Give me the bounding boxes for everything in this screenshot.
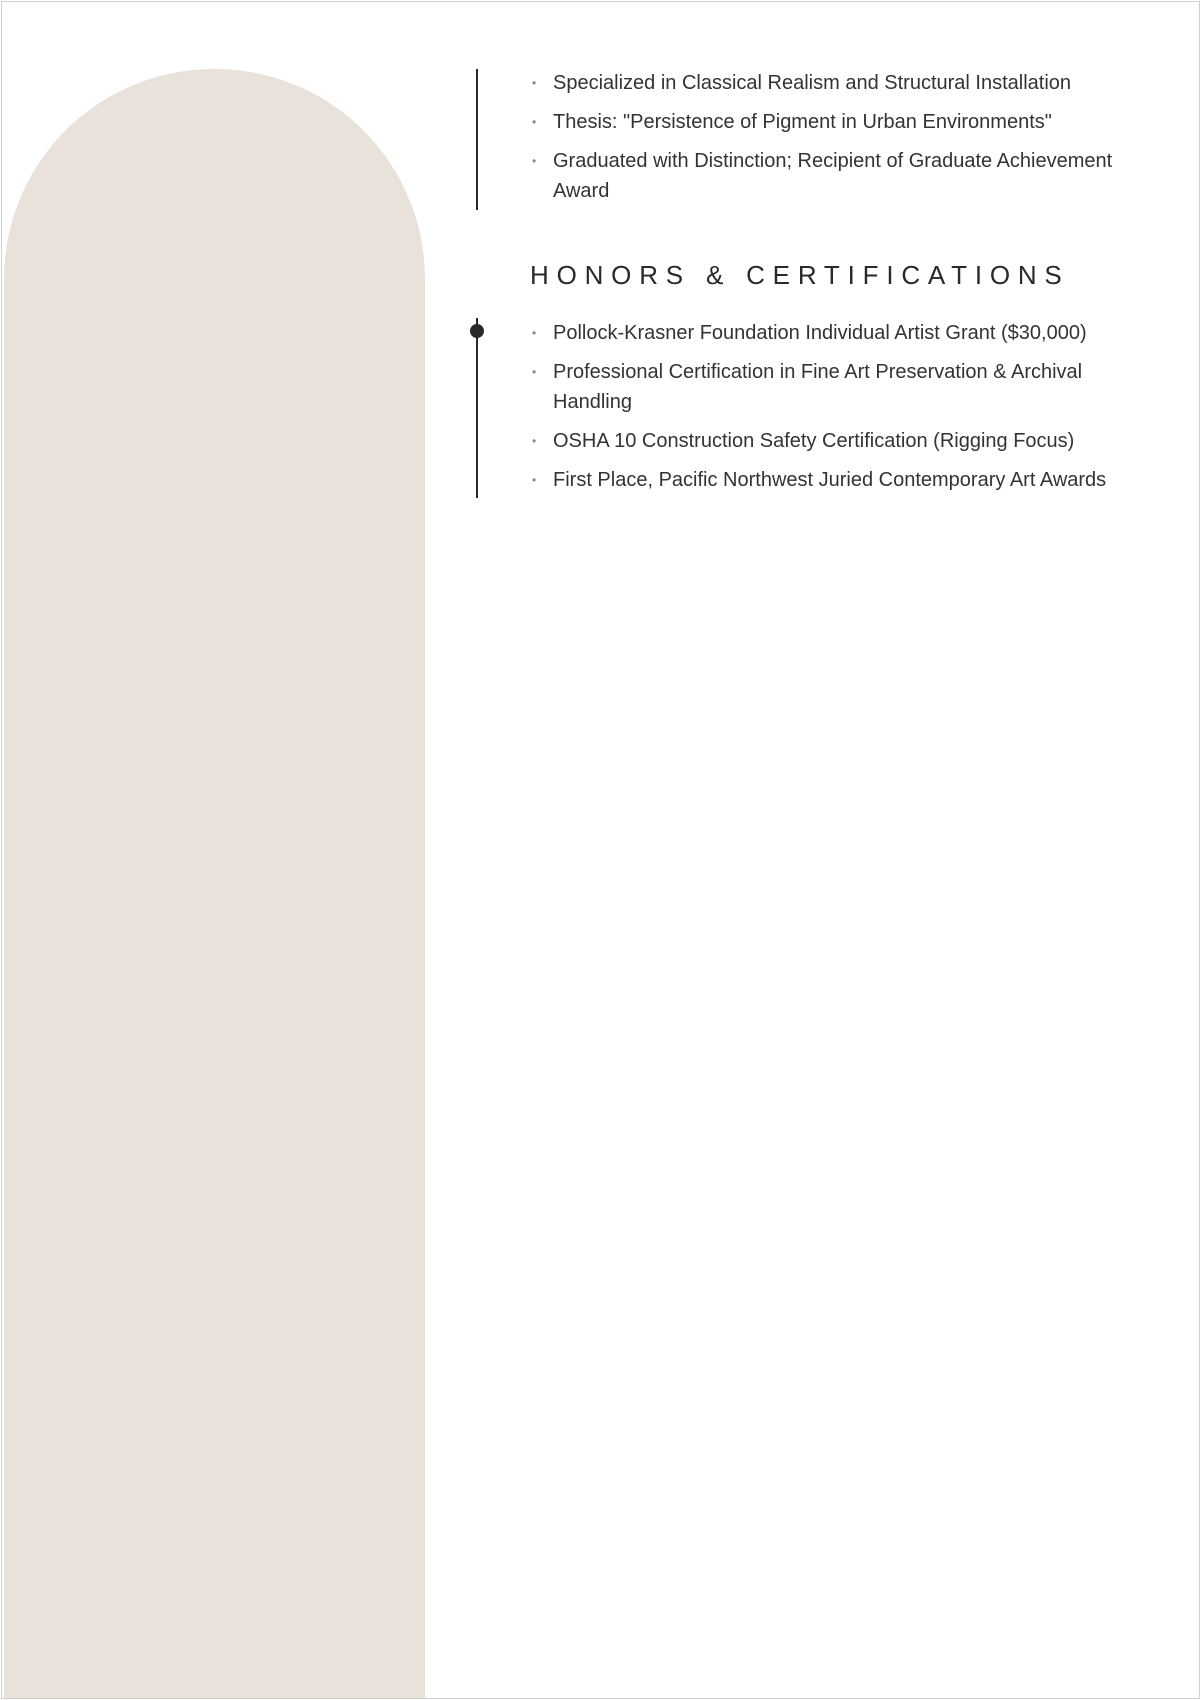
education-timeline-line	[476, 69, 478, 210]
bullet-dot-icon: •	[532, 76, 537, 90]
education-bullet	[530, 107, 1130, 137]
education-bullet-list	[530, 68, 1130, 215]
education-bullet	[530, 68, 1130, 98]
decorative-arch	[4, 69, 425, 1699]
honors-bullet-text: Professional Certification in Fine Art Preservation & Archival Handling	[553, 361, 1083, 413]
bullet-dot-icon: •	[532, 326, 537, 340]
bullet-dot-icon: •	[532, 434, 537, 448]
honors-bullet	[530, 426, 1130, 456]
timeline-dot-icon	[470, 324, 484, 338]
education-bullet-text: Thesis: "Persistence of Pigment in Urban Environments"	[553, 111, 1052, 133]
honors-timeline-line	[476, 318, 478, 498]
resume-page	[1, 1, 1200, 1699]
honors-bullet-text: First Place, Pacific Northwest Juried Contemporary Art Awards	[553, 469, 1107, 491]
honors-section-title: HONORS & CERTIFICATIONS	[530, 260, 1070, 290]
bullet-dot-icon: •	[532, 154, 537, 168]
bullet-dot-icon: •	[532, 365, 537, 379]
bullet-dot-icon: •	[532, 473, 537, 487]
honors-bullet-list	[530, 318, 1130, 504]
education-bullet-text: Specialized in Classical Realism and Structural Installation	[553, 72, 1072, 94]
education-bullet-text: Graduated with Distinction; Recipient of Graduate Achievement Award	[553, 150, 1113, 202]
honors-bullet	[530, 318, 1130, 348]
honors-bullet-text: Pollock-Krasner Foundation Individual Artist Grant ($30,000)	[553, 322, 1087, 344]
honors-bullet	[530, 465, 1130, 495]
education-bullet	[530, 146, 1130, 206]
honors-bullet-text: OSHA 10 Construction Safety Certification (Rigging Focus)	[553, 430, 1075, 452]
honors-bullet	[530, 357, 1130, 417]
bullet-dot-icon: •	[532, 115, 537, 129]
